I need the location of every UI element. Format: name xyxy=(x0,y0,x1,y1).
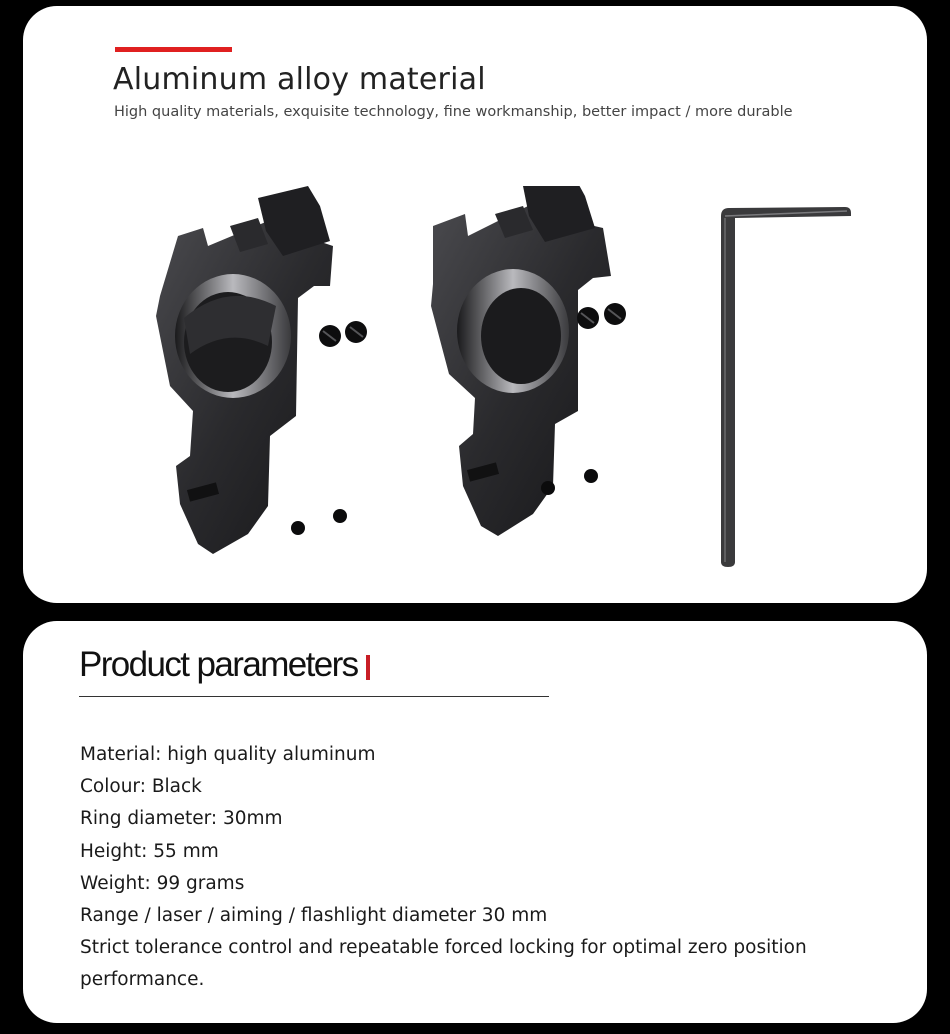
material-panel xyxy=(23,6,927,603)
parameters-panel xyxy=(23,621,927,1023)
title-accent-bar xyxy=(115,47,232,52)
right-ring-mount xyxy=(431,186,626,536)
left-ring-mount xyxy=(156,186,367,554)
scope-mounts-illustration xyxy=(118,186,678,586)
material-subtitle: High quality materials, exquisite technology, fine workmanship, better impact / more durable xyxy=(114,104,793,120)
param-colour: Colour: Black xyxy=(80,776,202,798)
params-divider xyxy=(79,696,549,697)
param-range-diameter: Range / laser / aiming / flashlight diameter 30 mm xyxy=(80,905,548,927)
param-height: Height: 55 mm xyxy=(80,840,219,862)
params-title-wrap xyxy=(79,645,370,685)
params-title-accent xyxy=(366,655,370,680)
param-ring-diameter: Ring diameter: 30mm xyxy=(80,808,283,830)
param-weight: Weight: 99 grams xyxy=(80,872,245,894)
param-tolerance-cont: performance. xyxy=(80,969,205,991)
hex-key-wrench xyxy=(713,202,853,582)
material-title: Aluminum alloy material xyxy=(113,62,486,97)
params-title: Product parameters xyxy=(79,645,358,684)
param-tolerance: Strict tolerance control and repeatable forced locking for optimal zero position xyxy=(80,937,807,959)
params-list xyxy=(80,739,880,997)
param-material: Material: high quality aluminum xyxy=(80,744,376,765)
